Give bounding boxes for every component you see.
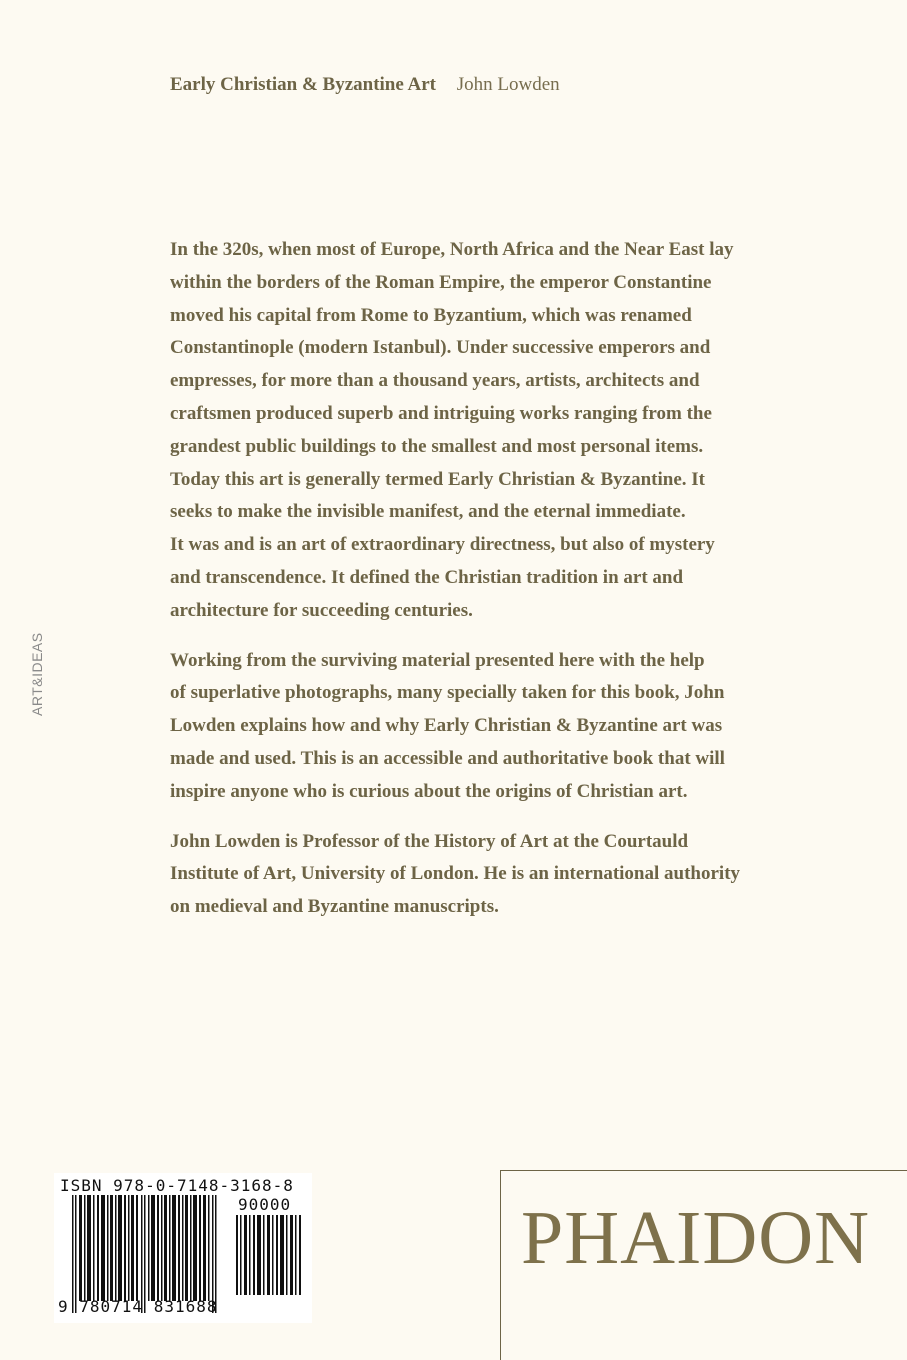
- blurb: [170, 234, 745, 941]
- publisher-logo: PHAIDON: [521, 1196, 870, 1280]
- book-author: John Lowden: [456, 74, 560, 95]
- blurb-paragraph-1: In the 320s, when most of Europe, North Africa and the Near East lay within the borders of the Roman Empire, the emperor Constantine moved his capital from Rome to Byzantium, which was renamed Constantinople (modern Istanbul). Under successive emperors and empresses, for more than a thousand years, artists, architects and craftsmen produced superb and intriguing works ranging from the grandest public buildings to the smallest and most personal items. Today this art is generally termed Early Christian & Byzantine. It seeks to make the invisible manifest, and the eternal immediate. It was and is an art of extraordinary directness, but also of mystery and transcendence. It defined the Christian tradition in art and architecture for succeeding centuries.: [170, 239, 734, 621]
- isbn-number: ISBN 978-0-7148-3168-8: [60, 1176, 294, 1195]
- ean-digits: 9 780714 831688: [58, 1297, 218, 1316]
- isbn-barcode: [54, 1173, 312, 1323]
- book-header: [170, 74, 560, 96]
- author-bio-paragraph: John Lowden is Professor of the History of Art at the Courtauld Institute of Art, University of London. He is an international authority on medieval and Byzantine manuscripts.: [170, 830, 741, 918]
- book-title: Early Christian & Byzantine Art: [170, 74, 436, 95]
- ean-barcode-bars: [72, 1195, 220, 1313]
- blurb-paragraph-2: Working from the surviving material presented here with the help of superlative photographs, many specially taken for this book, John Lowden explains how and why Early Christian & Byzantine art was made and used. This is an accessible and authoritative book that will inspire anyone who is curious about the origins of Christian art.: [170, 649, 725, 802]
- price-barcode-bars: [236, 1215, 306, 1295]
- publisher-panel: [500, 1170, 907, 1360]
- series-label: ART&IDEAS: [29, 632, 45, 716]
- price-code: 90000: [238, 1195, 292, 1214]
